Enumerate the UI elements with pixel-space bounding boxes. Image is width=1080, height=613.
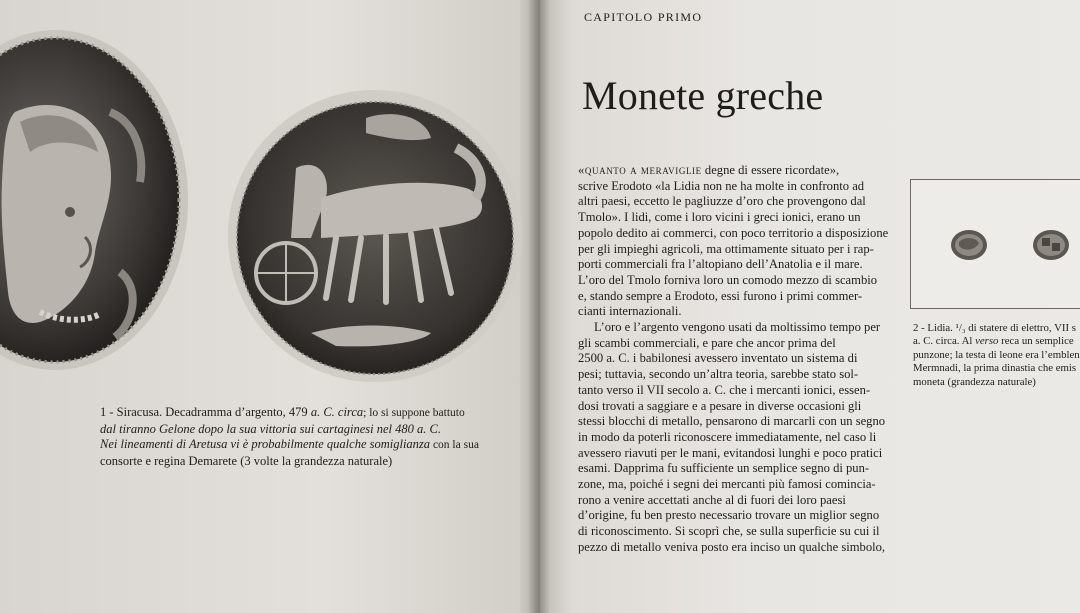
running-head: CAPITOLO PRIMO — [584, 10, 703, 24]
paragraph-2-line: zone, ma, poiché i segni dei mercanti più famosi comincia- — [578, 477, 876, 492]
caption-line-3-main: Nei lineamenti di Aretusa vi è probabilmente qualche somiglianza — [100, 437, 431, 451]
book-gutter — [528, 0, 550, 613]
figure-1-caption — [100, 405, 530, 469]
body-text — [578, 163, 892, 556]
caption-line-3 — [100, 437, 530, 454]
figure-2-frame — [910, 179, 1080, 309]
paragraph-2-line: pesi; tuttavia, secondo un’altra teoria, sarebbe stato sol- — [578, 367, 859, 382]
paragraph-1-opening-caps: «quanto a meraviglie — [578, 163, 702, 177]
caption-line-4: consorte e regina Demarete (3 volte la grandezza naturale) — [100, 453, 393, 468]
paragraph-1-line: porti commerciali fra l’altopiano dell’Anatolia e il mare. — [578, 257, 863, 272]
caption-line-1-small: ; lo si suppone battuto — [363, 407, 465, 419]
caption-right-line-4: Mermnadi, la prima dinastia che emis — [913, 362, 1077, 375]
caption-right-line-2-b: reca un semplice — [998, 335, 1074, 348]
caption-line-2: dal tiranno Gelone dopo la sua vittoria sui cartaginesi nel 480 a. C. — [100, 421, 441, 436]
coin-reverse-quadriga — [226, 88, 524, 384]
caption-line-3-small: con la sua — [430, 439, 479, 451]
paragraph-2-line: di riconoscimento. Si scoprì che, se sulla superficie su cui il — [578, 524, 880, 539]
paragraph-2-line: tanto verso il VII secolo a. C. che i mercanti ionici, essen- — [578, 382, 871, 397]
caption-right-line-1: 2 - Lidia. ¹/₃ di statere di elettro, VII s — [913, 322, 1077, 334]
caption-right-line-5: moneta (grandezza naturale) — [913, 375, 1036, 388]
paragraph-1-line: scrive Erodoto «la Lidia non ne ha molte in confronto ad — [578, 178, 865, 193]
paragraph-2 — [578, 320, 892, 556]
paragraph-2-line: in modo da poterli riconoscere immediatamente, nel caso li — [578, 429, 877, 444]
paragraph-2-line: pezzo di metallo veniva posto era inciso un qualche simbolo, — [578, 539, 886, 554]
paragraph-1-line: degne di essere ricordate», — [701, 163, 840, 177]
caption-line-1-italic: a. C. — [310, 405, 335, 419]
caption-right-line-2 — [913, 335, 1080, 348]
paragraph-2-line: 2500 a. C. i babilonesi avessero inventato un sistema di — [578, 351, 858, 366]
paragraph-1-line: L’oro del Tmolo forniva loro un comodo mezzo di scambio — [578, 272, 878, 287]
paragraph-1-line: per gli impieghi agricoli, ma ottimamente situato per i rap- — [578, 241, 874, 256]
coin-lydian-reverse — [1031, 228, 1071, 262]
paragraph-2-line: gli scambi commerciali, e pare che ancor prima del — [578, 335, 836, 350]
paragraph-1-line: altri paesi, eccetto le pagliuzze d’oro che provengono dal — [578, 194, 866, 209]
paragraph-1-line: cianti internazionali. — [578, 304, 682, 319]
paragraph-1-line: popolo dedito ai commerci, con poco territorio a disposizione — [578, 225, 889, 240]
caption-line-1-rest: circa — [334, 405, 364, 419]
paragraph-2-line: L’oro e l’argento vengono usati da moltissimo tempo per — [594, 320, 881, 335]
caption-line-1-main: 1 - Siracusa. Decadramma d’argento, 479 — [100, 405, 311, 419]
caption-right-line-3: punzone; la testa di leone era l’emblen — [913, 348, 1080, 361]
figure-2-caption — [913, 322, 1080, 389]
paragraph-2-line: d’origine, fu ben presto necessario trovare un miglior segno — [578, 508, 880, 523]
coin-obverse-arethusa — [0, 22, 190, 377]
paragraph-1-line: Tmolo». I lidi, come i loro vicini i greci ionici, erano un — [578, 210, 861, 225]
caption-line-1 — [100, 405, 530, 422]
caption-right-line-2-a: a. C. circa. Al — [913, 335, 976, 348]
paragraph-2-line: rono a venire accettati anche al di fuori dei loro paesi — [578, 492, 846, 507]
caption-right-line-2-italic: verso — [975, 335, 999, 348]
paragraph-2-line: avessero riavuti per le mani, evitandosi lunghi e poco pratici — [578, 445, 883, 460]
paragraph-1-line: e, stando sempre a Erodoto, essi furono i primi commer- — [578, 288, 863, 303]
page-title: Monete greche — [582, 73, 824, 118]
paragraph-2-line: dosi trovati a saggiare e a pesare in diverse occasioni gli — [578, 398, 862, 413]
paragraph-2-line: esami. Dapprima fu sufficiente un semplice segno di pun- — [578, 461, 870, 476]
paragraph-1 — [578, 163, 892, 320]
right-page — [540, 0, 1080, 613]
coin-lydian-obverse — [949, 228, 989, 262]
paragraph-2-line: stessi blocchi di metallo, pensarono di marcarli con un segno — [578, 414, 886, 429]
